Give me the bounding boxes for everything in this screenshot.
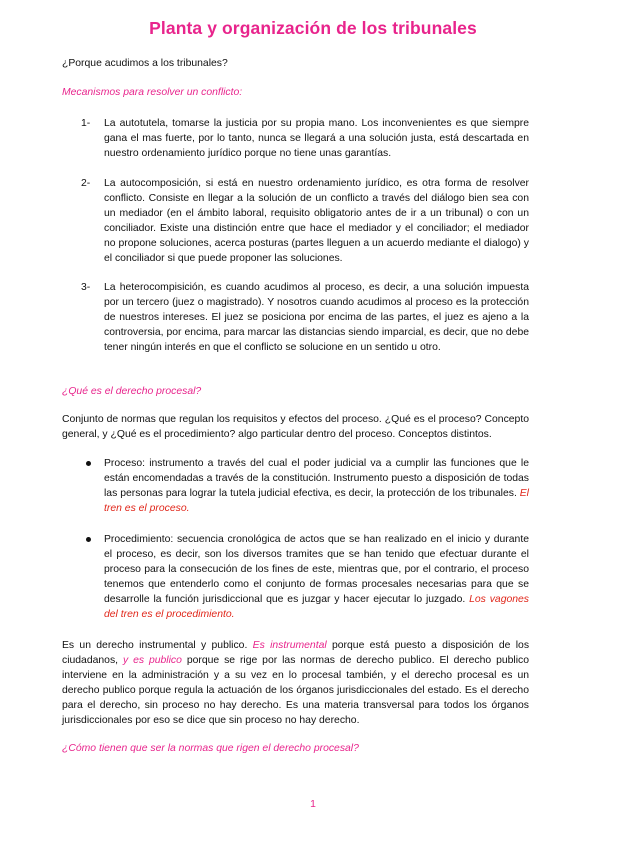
mechanisms-heading: Mecanismos para resolver un conflicto: xyxy=(62,87,243,98)
list-item: La heterocompisición, es cuando acudimos al proceso, es decir, a una solución impuesta por un tercero (juez o magistrado). Y nosotros cuando acudimos al proceso es la protección de nuestros intereses. El juez se posiciona por encima de las partes, el juez es ajeno a la controversia, por encima, para marcar las distancias siendo imparcial, es decir, que no debe tener ningún interés en que el conflicto se solucione en un sentido u otro. xyxy=(104,282,529,353)
page-title: Planta y organización de los tribunales xyxy=(149,18,477,38)
list-item: La autocomposición, si está en nuestro ordenamiento jurídico, es otra forma de resolver conflicto. Consiste en llegar a la solución de un conflicto a través del diálogo bien sea con un mediador (en el ámbito laboral, requisito obligatorio antes de ir a un tribunal) o con un conciliador. Existe una distinción entre que hace el mediador y el conciliador; el mediador no propone soluciones, acerca posturas (partes lleguen a un acuerdo mediante el dialogo) y el conciliador si que puede proponer las soluciones. xyxy=(104,178,529,264)
para-c: porque está puesto a disposición de los ciudadanos, xyxy=(62,640,530,666)
para-e: porque se rige por las normas de derecho publico. El derecho publico interviene en la administración y a su vez en lo procesal también, y el derecho procesal es un derecho publico porque regula la actuación de los órganos jurisdiccionales del estado. Es el derecho para el derecho, sin proceso no hay derecho. Es una materia transversal para todos los órganos jurisdiccionales por eso se dice que sin proceso no hay derecho. xyxy=(62,655,530,726)
para-instrumental: Es instrumental xyxy=(252,640,327,651)
list-item-proceso xyxy=(104,456,529,516)
question-tribunales: ¿Porque acudimos a los tribunales? xyxy=(62,58,228,69)
page-number: 1 xyxy=(310,799,316,810)
list-item: La autotutela, tomarse la justicia por su propia mano. Los inconvenientes es que siempre gana el mas fuerte, por lo tanto, nunca se llegará a una solución justa, está descartada en nuestro ordenamiento jurídico porque no tiene unas garantías. xyxy=(104,118,529,159)
procedimiento-note: Los vagones del tren es el procedimiento. xyxy=(104,594,530,620)
bullet-icon xyxy=(86,461,91,466)
question-normas: ¿Cómo tienen que ser la normas que rigen el derecho procesal? xyxy=(62,743,359,754)
para-publico: y es publico xyxy=(122,655,182,666)
proceso-note: El tren es el proceso. xyxy=(104,488,529,514)
list-number: 2- xyxy=(81,178,91,189)
list-item-procedimiento xyxy=(104,532,529,622)
bullet-icon xyxy=(86,537,91,542)
instrumental-paragraph xyxy=(62,638,529,728)
question-derecho-procesal: ¿Qué es el derecho procesal? xyxy=(62,386,202,397)
procedimiento-text: Procedimiento: secuencia cronológica de actos que se han realizado en el inicio y durante el proceso, es decir, son los diversos tramites que se han tenido que efectuar durante el proceso para la consecución de los fines de este, mientras que, por el contrario, el proceso tenemos que entenderlo como el conjunto de formas procesales necesarias para que se desarrolle la función jurisdiccional que es juzgar y hacer ejecutar lo juzgado. xyxy=(104,534,529,605)
list-number: 3- xyxy=(81,282,91,293)
intro-paragraph: Conjunto de normas que regulan los requisitos y efectos del proceso. ¿Qué es el proceso? Concepto general, y ¿Qué es el procedimiento? algo particular dentro del proceso. Conceptos distintos. xyxy=(62,414,529,440)
proceso-text: Proceso: instrumento a través del cual el poder judicial va a cumplir las funciones que le están encomendadas a través de la constitución. Instrumento puesto a disposición de todas las personas para lograr la tutela judicial efectiva, es decir, la protección de los tribunales. xyxy=(104,458,529,499)
para-a: Es un derecho instrumental y publico. xyxy=(62,640,248,651)
list-number: 1- xyxy=(81,118,91,129)
